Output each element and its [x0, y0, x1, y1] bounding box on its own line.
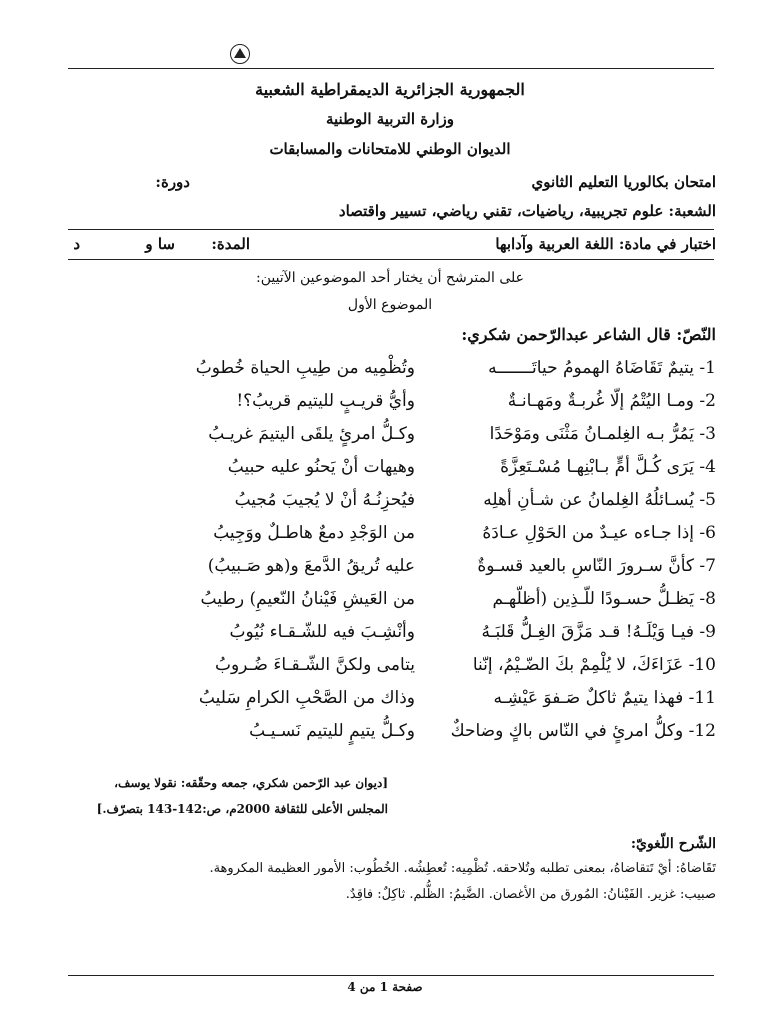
- verse-8-first: 8- يَظـلُّ حسـودًا للّـذِين (أظلّهـم: [492, 589, 716, 609]
- verse-7-first: 7- كأنَّ سـرورَ النّاسِ بالعيد قسـوةٌ: [477, 556, 716, 576]
- source-line-2: المجلس الأعلى للثقافة 2000م، ص:142-143 بتصرّف.]: [96, 802, 388, 816]
- duration-hours: سا و: [145, 235, 175, 253]
- verse-5-second: فيُحزِنُـهُ أنْ لا يُجيبَ مُجيبُ: [234, 490, 415, 510]
- ministry-title: وزارة التربية الوطنية: [325, 110, 454, 128]
- subject-line: اختبار في مادة: اللغة العربية وآدابها: [495, 235, 716, 253]
- office-title: الديوان الوطني للامتحانات والمسابقات: [269, 140, 511, 158]
- verse-12-first: 12- وكلُّ امرئٍ في النّاس باكٍ وضاحكٌ: [450, 721, 716, 741]
- glossary-title: الشّرح اللّغويّ:: [630, 836, 716, 852]
- verse-7-second: عليه تُريقُ الدَّمعَ و(هو صَـبيبُ): [207, 556, 415, 576]
- session-label: دورة:: [155, 173, 190, 191]
- footer-divider: [68, 975, 714, 976]
- verse-1-first: 1- يتيمٌ تَقَاضَاهُ الهمومُ حياتَـــــــه: [488, 358, 716, 378]
- topic-title: الموضوع الأول: [347, 297, 433, 313]
- verse-9-first: 9- فيـا وَيْلَـهُ! قـد مَزَّقَ الغِـلُّ قَلبَـهُ: [481, 622, 716, 642]
- verse-9-second: وأنْشِـبَ فيه للشّـقـاء نُيُوبُ: [229, 622, 415, 642]
- verse-11-first: 11- فهذا يتيمٌ ثاكلٌ صَـفوَ عَيْشِـه: [493, 688, 716, 708]
- country-title: الجمهورية الجزائرية الديمقراطية الشعبية: [255, 80, 525, 99]
- verse-12-second: وكـلُّ يتيمٍ لليتيم نَسـيـبُ: [249, 721, 415, 741]
- verse-1-second: وتُظْمِيه من طِيبِ الحياة خُطوبُ: [195, 358, 415, 378]
- page-number: صفحة 1 من 4: [347, 980, 423, 994]
- branch-line: الشعبة: علوم تجريبية، رياضيات، تقني رياضي، تسيير واقتصاد: [338, 202, 716, 220]
- exam-title: امتحان بكالوريا التعليم الثانوي: [531, 173, 716, 191]
- verse-4-first: 4- يَرَى كُـلَّ أمٍّ بـابْنِهـا مُسْـتَعِزَّةً: [500, 457, 716, 477]
- verse-6-second: من الوَجْدِ دمعٌ هاطـلٌ ووَجِيبُ: [213, 523, 415, 543]
- glossary-line-2: صبيب: غزير. الفَيْنانُ: المُورق من الأغصان. الضَّيمُ: الظُّلم. ثاكِلٌ: فاقِدٌ.: [345, 887, 716, 902]
- header-divider-2: [68, 259, 714, 260]
- verse-11-second: وذاك من الصَّحْبِ الكرامِ سَليبُ: [198, 688, 415, 708]
- verse-5-first: 5- يُسـائلُهُ الغِلمانُ عن شـأنِ أهلِه: [483, 490, 716, 510]
- glossary-line-1: تَقَاضاهُ: أيْ تَتقاضاهُ، بمعنى تطلبه وتُلاحقه. تُظْمِيه: تُعطِشُه. الخُطُوب: الأمور العظيمة المكروهة.: [209, 861, 716, 876]
- instructions-line: على المترشح أن يختار أحد الموضوعين الآتيين:: [255, 270, 524, 286]
- poem-intro: النّصّ: قال الشاعر عبدالرّحمن شكري:: [461, 325, 716, 344]
- verse-3-second: وكـلُّ امرئٍ يلقَى اليتيمَ غريـبُ: [208, 424, 415, 444]
- verse-2-first: 2- ومـا اليُتْمُ إلّا غُربـةٌ ومَهـانـةٌ: [507, 391, 716, 411]
- verse-6-first: 6- إذا جـاءه عيـدٌ من الحَوْلِ عـادَهُ: [482, 523, 716, 543]
- verse-2-second: وأيُّ قريـبٍ لليتيم قريبُ؟!: [236, 391, 415, 411]
- verse-8-second: من العَيشِ فَيْنانُ النّعيمِ) رطيبُ: [200, 589, 415, 609]
- header-divider-1: [68, 229, 714, 230]
- top-divider: [68, 68, 714, 69]
- duration-minutes: د: [73, 235, 80, 253]
- verse-10-first: 10- عَزَاءَكَ، لا يُلْمِمْ بكَ الضّـيْمُ، إنّنا: [472, 655, 716, 675]
- duration-label: المدة:: [211, 235, 250, 253]
- source-line-1: [ديوان عبد الرّحمن شكري، جمعه وحقّقه: نقولا يوسف،: [114, 776, 388, 790]
- verse-10-second: يتامى ولكنَّ الشّـقـاءَ ضُـروبُ: [214, 655, 415, 675]
- verse-3-first: 3- يَمُرُّ بـه الغِلمـانُ مَثْنَى ومَوْحَدًا: [489, 424, 716, 444]
- verse-4-second: وهيهات أنْ يَحنُو عليه حبيبُ: [227, 457, 415, 477]
- emblem-icon: [230, 44, 250, 64]
